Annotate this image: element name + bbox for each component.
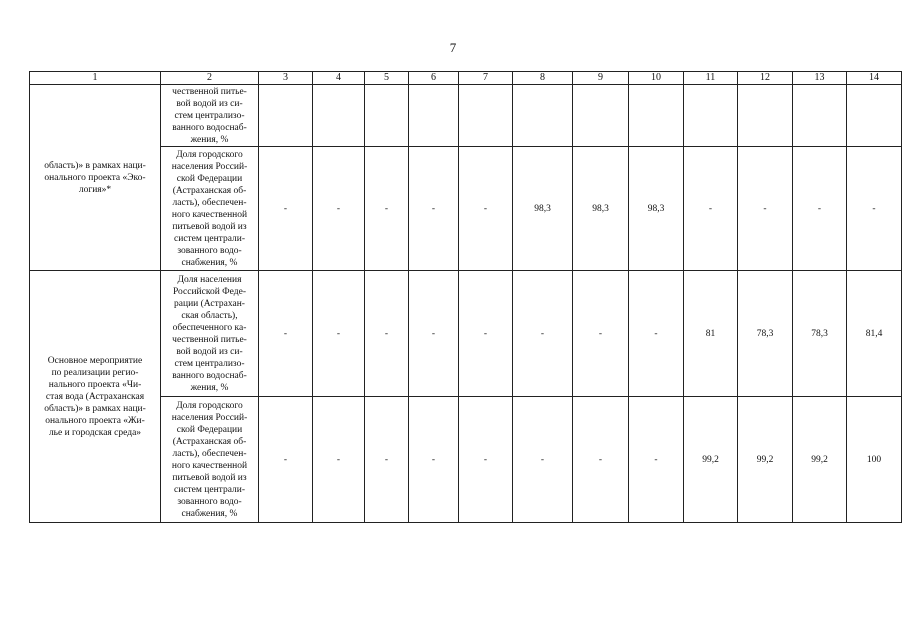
value-cell: - [847,147,902,271]
value-cell [573,85,629,147]
value-cell: - [409,271,459,397]
value-cell: - [259,271,313,397]
value-cell [313,85,365,147]
table-row [30,85,902,147]
value-cell: - [365,397,409,523]
header-cell: 13 [793,72,847,85]
value-cell: - [513,397,573,523]
value-cell: 98,3 [629,147,684,271]
value-cell [513,85,573,147]
value-cell: - [459,397,513,523]
value-cell: 100 [847,397,902,523]
value-cell: - [684,147,738,271]
value-cell [738,85,793,147]
header-cell: 6 [409,72,459,85]
value-cell: - [313,271,365,397]
header-cell: 11 [684,72,738,85]
header-cell: 4 [313,72,365,85]
value-cell [847,85,902,147]
value-cell: - [313,147,365,271]
indicator-cell: чественной питье- вой водой из си- стем централизо- ванного водоснаб- жения, % [161,85,259,147]
value-cell: - [365,147,409,271]
value-cell: - [629,397,684,523]
header-cell: 14 [847,72,902,85]
value-cell: - [513,271,573,397]
value-cell [259,85,313,147]
header-cell: 12 [738,72,793,85]
header-cell: 10 [629,72,684,85]
value-cell: - [409,147,459,271]
value-cell [409,85,459,147]
measure-cell: область)» в рамках наци- онального проекта «Эко- логия»* [30,85,161,271]
value-cell: 78,3 [738,271,793,397]
value-cell [459,85,513,147]
table-row [30,397,902,523]
value-cell [684,85,738,147]
page-number: 7 [449,40,457,55]
value-cell: 81 [684,271,738,397]
value-cell: - [793,147,847,271]
indicator-table [29,71,902,523]
header-cell: 5 [365,72,409,85]
value-cell: 99,2 [738,397,793,523]
header-cell: 3 [259,72,313,85]
value-cell: - [259,397,313,523]
value-cell: - [313,397,365,523]
header-cell: 9 [573,72,629,85]
indicator-cell: Доля населения Российской Феде- рации (Астрахан- ская область), обеспеченного ка- чественной питье- вой водой из си- стем централизо- ванного водоснаб- жения, % [161,271,259,397]
header-row [30,72,902,85]
header-cell: 2 [161,72,259,85]
value-cell: - [573,397,629,523]
measure-cell: Основное мероприятие по реализации регио- нального проекта «Чи- стая вода (Астраханская область)» в рамках наци- онального проекта «Жи- лье и городская среда» [30,271,161,523]
value-cell [793,85,847,147]
value-cell [365,85,409,147]
value-cell: 99,2 [684,397,738,523]
indicator-cell: Доля городского населения Россий- ской Федерации (Астраханская об- ласть), обеспечен- ного качественной питьевой водой из систем централи- зованного водо- снабжения, % [161,147,259,271]
value-cell: - [459,271,513,397]
value-cell: - [259,147,313,271]
value-cell: 81,4 [847,271,902,397]
value-cell: 98,3 [513,147,573,271]
value-cell: - [459,147,513,271]
header-cell: 8 [513,72,573,85]
value-cell: 99,2 [793,397,847,523]
value-cell: - [365,271,409,397]
value-cell: - [629,271,684,397]
table-row [30,147,902,271]
value-cell: - [573,271,629,397]
header-cell: 1 [30,72,161,85]
table-row [30,271,902,397]
value-cell: 98,3 [573,147,629,271]
value-cell: 78,3 [793,271,847,397]
value-cell [629,85,684,147]
header-cell: 7 [459,72,513,85]
value-cell: - [409,397,459,523]
value-cell: - [738,147,793,271]
indicator-cell: Доля городского населения Россий- ской Федерации (Астраханская об- ласть), обеспечен- ного качественной питьевой водой из систем централи- зованного водо- снабжения, % [161,397,259,523]
